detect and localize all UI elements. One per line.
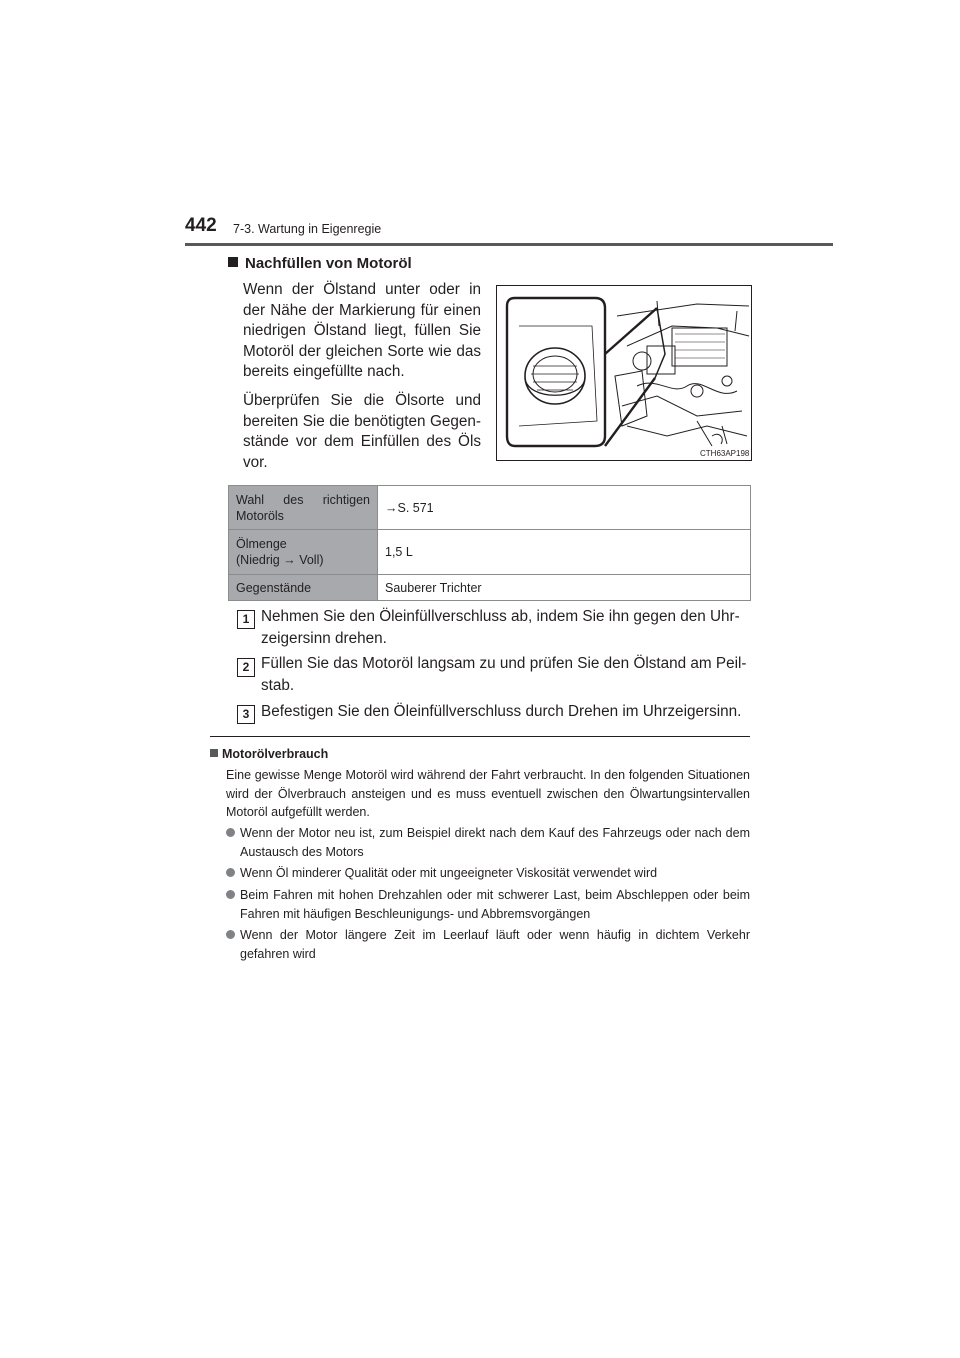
step-text: Füllen Sie das Motoröl langsam zu und prüfen Sie den Ölstand am Peil-stab.	[261, 655, 747, 694]
list-item-text: Wenn der Motor längere Zeit im Leerlauf läuft oder wenn häufig in dichtem Verkehr gefahren wird	[240, 928, 750, 961]
section-heading-text: Nachfüllen von Motoröl	[245, 255, 412, 272]
table-label-line: Ölmenge	[236, 537, 287, 551]
table-value: Sauberer Trichter	[378, 575, 751, 601]
table-label: Gegenstände	[229, 575, 378, 601]
intro-text	[243, 280, 481, 473]
engine-bay-drawing	[497, 286, 751, 460]
step-text: Nehmen Sie den Öleinfüllverschluss ab, indem Sie ihn gegen den Uhr-zeigersinn drehen.	[261, 608, 740, 647]
intro-paragraph: Überprüfen Sie die Ölsorte und bereiten Sie die benötigten Gegen-stände vor dem Einfüllen des Öls vor.	[243, 391, 481, 471]
list-item	[226, 824, 750, 861]
section-divider	[210, 736, 750, 737]
bullet-dot-icon	[226, 890, 235, 899]
list-item-text: Beim Fahren mit hohen Drehzahlen oder mit schwerer Last, beim Abschleppen oder beim Fahren mit häufigen Beschleunigungs- und Abbremsvorgängen	[240, 888, 750, 921]
bullet-dot-icon	[226, 828, 235, 837]
square-bullet-icon	[210, 749, 218, 757]
section-title: 7-3. Wartung in Eigenregie	[233, 222, 382, 236]
bullet-dot-icon	[226, 930, 235, 939]
bullet-dot-icon	[226, 868, 235, 877]
page-number: 442	[185, 215, 217, 236]
note-heading	[210, 747, 328, 761]
list-item	[226, 926, 750, 963]
step-text: Befestigen Sie den Öleinfüllverschluss durch Drehen im Uhrzeigersinn.	[261, 703, 742, 720]
list-item	[226, 886, 750, 923]
square-bullet-icon	[228, 257, 238, 267]
table-value: 1,5 L	[378, 530, 751, 575]
section-heading	[228, 255, 412, 272]
intro-paragraph: Wenn der Ölstand unter oder in der Nähe der Markierung für einen niedrigen Ölstand liegt, füllen Sie Motoröl der gleichen Sorte wie das bereits eingefüllte nach.	[243, 281, 481, 381]
table-value: →S. 571	[378, 486, 751, 530]
list-item	[226, 864, 750, 883]
table-label: Wahl des richtigen Motoröls	[229, 486, 378, 530]
engine-oil-cap-illustration	[496, 285, 752, 461]
table-row	[229, 486, 751, 530]
list-item-text: Wenn der Motor neu ist, zum Beispiel direkt nach dem Kauf des Fahrzeugs oder nach dem Austausch des Motors	[240, 826, 750, 859]
step-number: 1	[237, 610, 255, 629]
table-label-line: (Niedrig → Voll)	[236, 553, 324, 567]
note-heading-text: Motorölverbrauch	[222, 747, 329, 761]
table-row	[229, 530, 751, 575]
step-number: 2	[237, 658, 255, 677]
table-row	[229, 575, 751, 601]
refill-spec-table	[228, 485, 751, 601]
list-item-text: Wenn Öl minderer Qualität oder mit ungeeigneter Viskosität verwendet wird	[240, 866, 658, 880]
table-label	[229, 530, 378, 575]
figure-code: CTH63AP198	[700, 449, 750, 458]
note-intro: Eine gewisse Menge Motoröl wird während der Fahrt verbraucht. In den folgenden Situationen wird der Ölverbrauch ansteigen und es muss eventuell zwischen den Ölwartungsintervallen Motoröl aufgefüllt werden.	[226, 768, 750, 819]
step-number: 3	[237, 705, 255, 724]
header-divider	[185, 243, 833, 246]
